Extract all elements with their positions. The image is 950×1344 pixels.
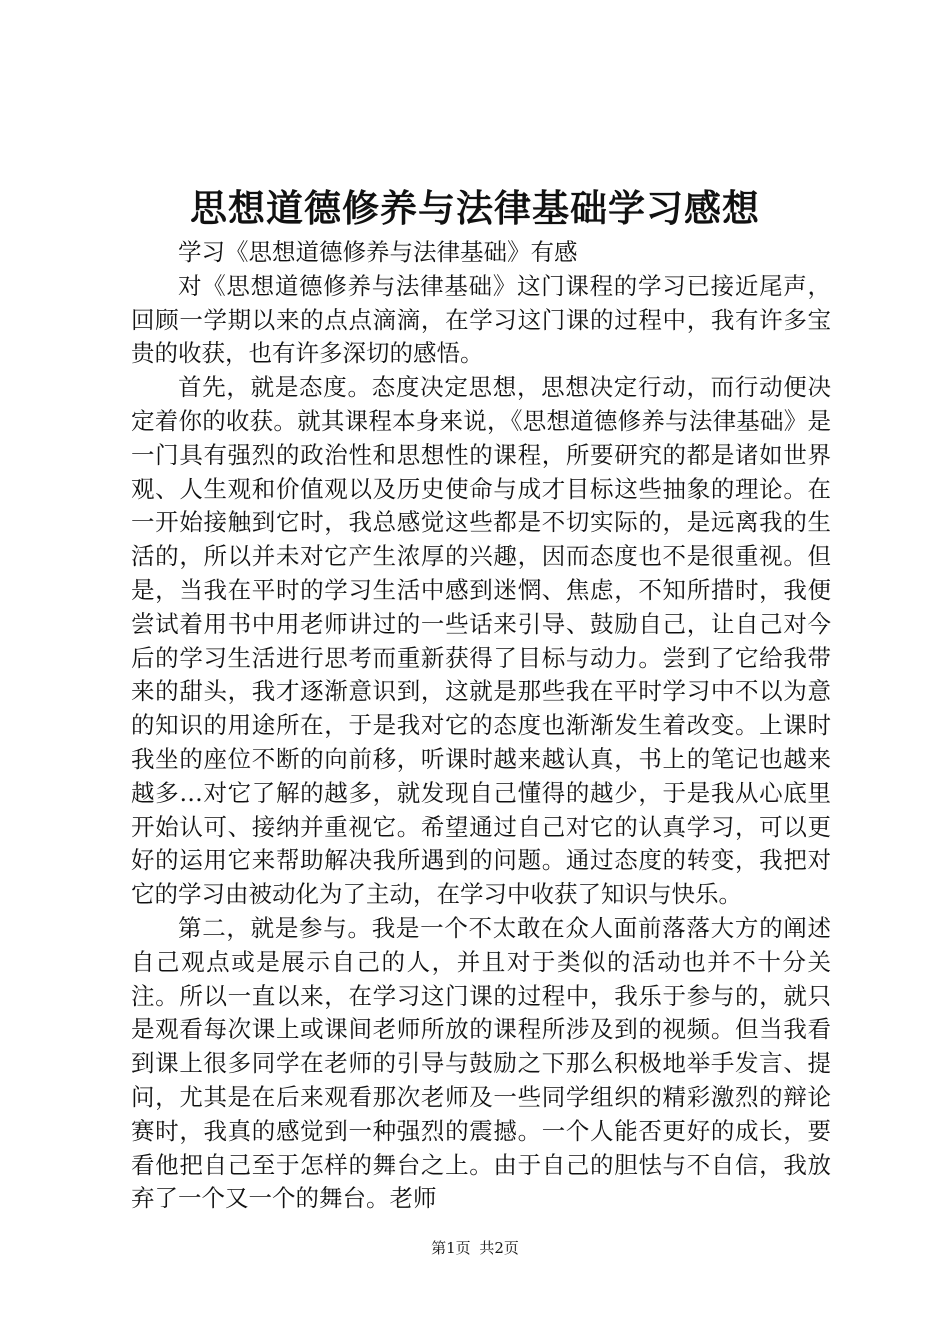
document-body — [131, 236, 831, 1216]
body-paragraph: 首先，就是态度。态度决定思想，思想决定行动，而行动便决定着你的收获。就其课程本身来说，《思想道德修养与法律基础》是一门具有强烈的政治性和思想性的课程，所要研究的都是诸如世界观、人生观和价值观以及历史使命与成才目标这些抽象的理论。在一开始接触到它时，我总感觉这些都是不切实际的，是远离我的生活的，所以并未对它产生浓厚的兴趣，因而态度也不是很重视。但是，当我在平时的学习生活中感到迷惘、焦虑，不知所措时，我便尝试着用书中用老师讲过的一些话来引导、鼓励自己，让自己对今后的学习生活进行思考而重新获得了目标与动力。尝到了它给我带来的甜头，我才逐渐意识到，这就是那些我在平时学习中不以为意的知识的用途所在，于是我对它的态度也渐渐发生着改变。上课时我坐的座位不断的向前移，听课时越来越认真，书上的笔记也越来越多…对它了解的越多，就发现自己懂得的越少，于是我从心底里开始认可、接纳并重视它。希望通过自己对它的认真学习，可以更好的运用它来帮助解决我所遇到的问题。通过态度的转变，我把对它的学习由被动化为了主动，在学习中收获了知识与快乐。 — [131, 373, 831, 909]
body-paragraph: 对《思想道德修养与法律基础》这门课程的学习已接近尾声，回顾一学期以来的点点滴滴，在学习这门课的过程中，我有许多宝贵的收获，也有许多深切的感悟。 — [131, 271, 831, 368]
body-paragraph: 第二，就是参与。我是一个不太敢在众人面前落落大方的阐述自己观点或是展示自己的人，并且对于类似的活动也并不十分关注。所以一直以来，在学习这门课的过程中，我乐于参与的，就只是观看每次课上或课间老师所放的课程所涉及到的视频。但当我看到课上很多同学在老师的引导与鼓励之下那么积极地举手发言、提问，尤其是在后来观看那次老师及一些同学组织的精彩激烈的辩论赛时，我真的感觉到一种强烈的震撼。一个人能否更好的成长，要看他把自己至于怎样的舞台之上。由于自己的胆怯与不自信，我放弃了一个又一个的舞台。老师 — [131, 913, 831, 1213]
page-footer — [0, 1238, 950, 1258]
page-total: 共2页 — [479, 1239, 519, 1257]
subtitle-paragraph: 学习《思想道德修养与法律基础》有感 — [178, 238, 578, 266]
page-number: 第1页 — [431, 1239, 471, 1257]
document-title: 思想道德修养与法律基础学习感想 — [190, 186, 760, 230]
